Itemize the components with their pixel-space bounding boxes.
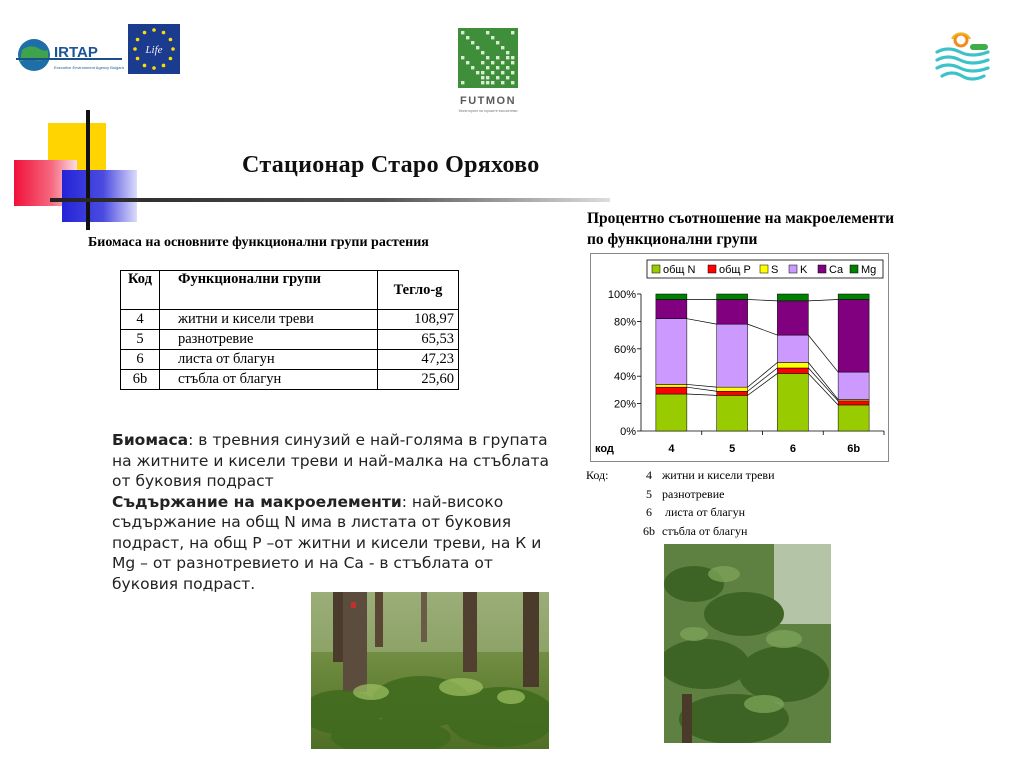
table-row [121, 370, 459, 390]
cell-group: разнотревие [160, 330, 378, 350]
bar-segment [838, 299, 869, 372]
bar-segment [777, 373, 808, 431]
cell-code: 4 [121, 310, 160, 330]
series-connector [687, 319, 717, 324]
cell-code: 6 [121, 350, 160, 370]
cell-weight: 65,53 [378, 330, 459, 350]
chart-svg [591, 254, 888, 461]
y-tick-label: 100% [607, 289, 636, 301]
y-tick-label: 0% [620, 426, 636, 438]
code-legend-name: разнотревие [662, 486, 725, 501]
chart-caption-line1: Процентно съотношение на макроелементи [587, 210, 895, 227]
summary-biomass-text: : в тревния синузий е най-голяма в групата на житните и кисели треви и най-малка на стъблата от буковия подраст [112, 431, 550, 490]
table-caption: Биомаса на основните функционални групи растения [88, 235, 429, 250]
futmon-logo [448, 24, 528, 114]
bar-segment [777, 335, 808, 362]
decor-blue-square [62, 170, 137, 222]
code-legend-name: листа от благун [662, 505, 746, 519]
y-tick-label: 20% [613, 398, 636, 411]
summary-biomass [112, 430, 562, 492]
bar-segment [838, 405, 869, 431]
code-legend-name: стъбла от благун [662, 523, 748, 538]
life-text: Life [145, 44, 163, 56]
summary-text [112, 430, 562, 594]
summary-macro [112, 492, 562, 595]
bar-segment [717, 299, 748, 324]
table-row [121, 330, 459, 350]
series-connector [748, 324, 778, 335]
water-sun-logo [934, 30, 992, 88]
bar-segment [777, 294, 808, 301]
biomass-table [120, 270, 459, 390]
bar-segment [777, 368, 808, 373]
table-row [121, 350, 459, 370]
cell-group: житни и кисели треви [160, 310, 378, 330]
bar-segment [717, 391, 748, 395]
table-row [121, 310, 459, 330]
bar-segment [656, 294, 687, 299]
series-connector [687, 387, 717, 391]
bar-segment [838, 372, 869, 399]
y-tick-label: 60% [613, 343, 636, 356]
series-connector [808, 363, 838, 400]
series-connector [748, 363, 778, 388]
bar-segment [717, 294, 748, 299]
x-tick-label: 4 [668, 443, 675, 455]
summary-biomass-label: Биомаса [112, 431, 189, 449]
code-legend-label: Код: [586, 468, 609, 482]
x-tick-label: 6b [847, 443, 861, 455]
page-title: Стационар Старо Оряхово [242, 152, 540, 178]
chart-caption-line2: по функционални групи [587, 231, 758, 248]
bar-segment [717, 324, 748, 387]
irtap-text: IRTAP [54, 44, 98, 61]
legend-swatch [850, 265, 858, 273]
futmon-small-text: Мониторинг на горските екосистеми [458, 109, 518, 113]
legend-swatch [789, 265, 797, 273]
forest-floor-photo [311, 592, 549, 749]
code-legend-name: житни и кисели треви [662, 468, 775, 482]
legend-swatch [818, 265, 826, 273]
decor-horizontal-line [50, 198, 610, 202]
series-connector [808, 299, 838, 300]
cell-code: 5 [121, 330, 160, 350]
bar-segment [838, 401, 869, 405]
bar-segment [717, 387, 748, 391]
bar-segment [777, 301, 808, 335]
cell-code: 6b [121, 370, 160, 390]
macroelements-chart [590, 253, 889, 462]
chart-caption [587, 208, 1017, 250]
cell-weight: 47,23 [378, 350, 459, 370]
legend-swatch [652, 265, 660, 273]
bar-segment [656, 387, 687, 394]
bar-segment [656, 394, 687, 431]
series-connector [748, 373, 778, 395]
summary-macro-label: Съдържание на макроелементи [112, 492, 402, 511]
header-groups: Функционални групи [160, 271, 378, 310]
bar-segment [838, 294, 869, 299]
header-code: Код [121, 271, 160, 310]
legend-swatch [760, 265, 768, 273]
legend-label: общ P [719, 264, 751, 276]
futmon-text: FUTMON [459, 95, 517, 107]
irtap-small-text: Executive Environment Agency Bulgaria [54, 65, 124, 70]
summary-macro-text: : най-високо съдържание на общ N има в листата от буковия подраст, на общ Р –от житни и кисели треви, на К и Mg – от разнотревието и на Са - в стъблата от буковия подраст. [112, 492, 542, 593]
series-connector [687, 384, 717, 387]
cell-weight: 25,60 [378, 370, 459, 390]
x-tick-label: 6 [789, 443, 796, 455]
code-legend-code: 4 [646, 468, 652, 482]
cell-group: листа от благун [160, 350, 378, 370]
series-connector [808, 368, 838, 401]
bar-segment [656, 384, 687, 387]
cell-weight: 108,97 [378, 310, 459, 330]
header-weight: Тегло-g [378, 271, 459, 310]
eu-life-logo [128, 24, 180, 74]
code-legend-code: 6 [646, 505, 652, 519]
legend-label: Ca [829, 264, 844, 276]
y-tick-label: 40% [613, 371, 636, 384]
bar-segment [656, 299, 687, 318]
series-connector [748, 299, 778, 300]
series-connector [808, 335, 838, 372]
bar-segment [777, 363, 808, 368]
oak-leaves-photo [664, 544, 831, 743]
chart-legend [647, 260, 883, 278]
series-connector [808, 373, 838, 405]
x-axis-label: код [595, 443, 614, 455]
table-header-row [121, 271, 459, 310]
legend-label: S [771, 264, 779, 276]
series-connector [748, 368, 778, 391]
decor-vertical-line [86, 110, 90, 230]
code-legend-code: 6b [643, 523, 655, 538]
code-legend-code: 5 [646, 486, 652, 501]
x-tick-label: 5 [729, 443, 736, 455]
legend-swatch [708, 265, 716, 273]
legend-label: Mg [861, 264, 877, 276]
bar-segment [717, 395, 748, 431]
y-tick-label: 80% [613, 316, 636, 329]
irtap-logo [14, 36, 124, 76]
bar-segment [656, 319, 687, 385]
legend-label: общ N [663, 264, 696, 276]
series-connector [687, 394, 717, 395]
cell-group: стъбла от благун [160, 370, 378, 390]
legend-label: K [800, 264, 808, 276]
